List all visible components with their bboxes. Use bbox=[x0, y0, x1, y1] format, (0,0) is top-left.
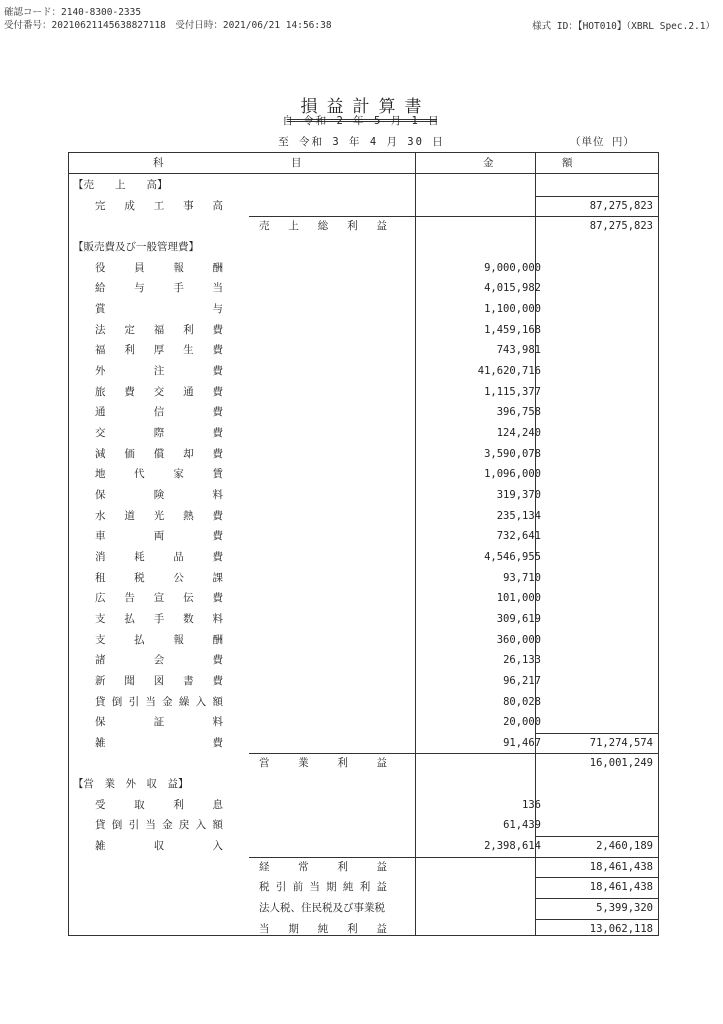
label-char: 当 bbox=[259, 922, 270, 935]
label-char: 戻 bbox=[178, 819, 190, 832]
account-label bbox=[95, 671, 223, 691]
account-label bbox=[95, 423, 223, 443]
label-char: 常 bbox=[298, 860, 309, 873]
label-char: 入 bbox=[195, 695, 207, 708]
label-char: 期 bbox=[288, 922, 299, 935]
label-char: 貸 bbox=[95, 695, 106, 708]
label-char: 料 bbox=[212, 716, 223, 729]
account-label bbox=[95, 733, 223, 753]
statement-row bbox=[69, 671, 658, 691]
label-char: 家 bbox=[173, 468, 184, 481]
detail-amount: 1,096,000 bbox=[484, 468, 541, 481]
statement-row bbox=[69, 464, 658, 484]
label-char: 払 bbox=[124, 612, 135, 625]
label-char: 員 bbox=[134, 261, 145, 274]
account-label bbox=[95, 630, 223, 650]
label-char: 売 bbox=[259, 220, 270, 233]
total-amount: 87,275,823 bbox=[589, 199, 653, 212]
label-char: 水 bbox=[95, 509, 106, 522]
total-amount: 13,062,118 bbox=[589, 922, 653, 935]
total-rule bbox=[535, 733, 659, 734]
label-char: 利 bbox=[337, 860, 348, 873]
label-char: 受 bbox=[95, 798, 106, 811]
statement-row bbox=[69, 278, 658, 298]
account-label bbox=[95, 320, 223, 340]
label-char: 報 bbox=[173, 261, 184, 274]
label-char: 税 bbox=[259, 881, 270, 894]
label-char: 純 bbox=[317, 922, 329, 935]
label-char: 利 bbox=[124, 344, 135, 357]
label-char: 息 bbox=[212, 798, 223, 811]
label-char: 旅 bbox=[95, 385, 106, 398]
label-char: 宣 bbox=[153, 592, 165, 605]
detail-amount: 136 bbox=[522, 798, 541, 811]
label-char: 高 bbox=[212, 199, 223, 212]
label-char: 支 bbox=[95, 633, 106, 646]
label-char: 消 bbox=[95, 550, 106, 563]
statement-row bbox=[69, 712, 658, 732]
label-char: 費 bbox=[212, 426, 223, 439]
label-char: 経 bbox=[259, 860, 270, 873]
label-char: 保 bbox=[95, 488, 106, 501]
label-char: 賃 bbox=[212, 468, 223, 481]
detail-amount: 309,619 bbox=[496, 612, 541, 625]
account-label bbox=[95, 464, 223, 484]
account-label bbox=[95, 299, 223, 319]
label-char: 費 bbox=[212, 530, 223, 543]
detail-amount: 80,028 bbox=[503, 695, 541, 708]
statement-row bbox=[69, 320, 658, 340]
label-char: 課 bbox=[212, 571, 223, 584]
col-head-account-left: 科 bbox=[153, 157, 164, 169]
label-char: 引 bbox=[128, 695, 140, 708]
label-char: 入 bbox=[195, 819, 207, 832]
label-char: 告 bbox=[124, 592, 135, 605]
total-rule bbox=[535, 836, 659, 837]
label-char: 信 bbox=[153, 406, 165, 419]
label-char: 事 bbox=[183, 199, 194, 212]
label-char: 費 bbox=[212, 406, 223, 419]
label-char: 費 bbox=[212, 364, 223, 377]
detail-amount: 4,546,955 bbox=[484, 550, 541, 563]
detail-amount: 20,000 bbox=[503, 716, 541, 729]
detail-amount: 1,100,000 bbox=[484, 302, 541, 315]
unit-label: （単位 円） bbox=[570, 136, 635, 148]
group-heading: 【営 業 外 収 益】 bbox=[73, 778, 189, 791]
label-char: 費 bbox=[212, 344, 223, 357]
label-char: 額 bbox=[212, 819, 223, 832]
label-char: 料 bbox=[212, 488, 223, 501]
label-char: 入 bbox=[212, 840, 223, 853]
label-char: 利 bbox=[359, 881, 371, 894]
statement-row bbox=[69, 630, 658, 650]
statement-row bbox=[69, 692, 658, 712]
label-char: 報 bbox=[173, 633, 184, 646]
statement-row bbox=[69, 609, 658, 629]
subtotal-label bbox=[259, 919, 387, 939]
label-char: 純 bbox=[342, 881, 354, 894]
detail-amount: 235,134 bbox=[496, 509, 541, 522]
total-amount: 71,274,574 bbox=[589, 736, 653, 749]
detail-amount: 732,641 bbox=[496, 530, 541, 543]
subtotal-rule bbox=[249, 753, 659, 754]
label-char: 証 bbox=[153, 716, 165, 729]
detail-amount: 91,467 bbox=[503, 736, 541, 749]
statement-row bbox=[69, 753, 658, 773]
statement-row bbox=[69, 774, 658, 794]
label-char: 費 bbox=[212, 385, 223, 398]
label-char: 倒 bbox=[111, 695, 123, 708]
form-id: 様式 ID：【HOT010】（XBRL Spec.2.1） bbox=[532, 21, 715, 32]
statement-row bbox=[69, 361, 658, 381]
label-char: 図 bbox=[153, 674, 165, 687]
detail-amount: 396,758 bbox=[496, 406, 541, 419]
label-char: 耗 bbox=[134, 550, 145, 563]
account-label bbox=[95, 506, 223, 526]
subtotal-rule bbox=[249, 857, 659, 858]
total-rule bbox=[535, 196, 659, 197]
label-char: 前 bbox=[292, 881, 304, 894]
account-label bbox=[95, 340, 223, 360]
detail-amount: 4,015,982 bbox=[484, 282, 541, 295]
label-char: 保 bbox=[95, 716, 106, 729]
statement-row bbox=[69, 299, 658, 319]
label-char: 利 bbox=[347, 220, 358, 233]
statement-row bbox=[69, 258, 658, 278]
detail-amount: 93,710 bbox=[503, 571, 541, 584]
total-amount: 16,001,249 bbox=[589, 757, 653, 770]
label-char: 聞 bbox=[124, 674, 135, 687]
subtotal-label: 法人税、住民税及び事業税 bbox=[259, 902, 385, 915]
label-char: 代 bbox=[134, 468, 145, 481]
label-char: 費 bbox=[212, 447, 223, 460]
statement-row bbox=[69, 506, 658, 526]
col-head-amount-right: 額 bbox=[562, 157, 573, 169]
account-label bbox=[95, 361, 223, 381]
statement-row bbox=[69, 237, 658, 257]
total-amount: 5,399,320 bbox=[596, 902, 653, 915]
label-char: 引 bbox=[128, 819, 140, 832]
statement-row bbox=[69, 733, 658, 753]
label-char: 却 bbox=[183, 447, 194, 460]
label-char: 引 bbox=[275, 881, 287, 894]
detail-amount: 9,000,000 bbox=[484, 261, 541, 274]
statement-row bbox=[69, 795, 658, 815]
statement-row bbox=[69, 836, 658, 856]
label-char: 費 bbox=[212, 736, 223, 749]
label-char: 険 bbox=[153, 488, 165, 501]
label-char: 費 bbox=[212, 674, 223, 687]
label-char: 通 bbox=[95, 406, 106, 419]
detail-amount: 1,459,168 bbox=[484, 323, 541, 336]
total-amount: 87,275,823 bbox=[589, 220, 653, 233]
detail-amount: 26,133 bbox=[503, 654, 541, 667]
label-char: 工 bbox=[153, 199, 165, 212]
statement-row bbox=[69, 547, 658, 567]
label-char: 業 bbox=[298, 757, 309, 770]
subtotal-rule bbox=[535, 877, 659, 878]
label-char: 益 bbox=[376, 922, 387, 935]
label-char: 酬 bbox=[212, 633, 223, 646]
label-char: 熱 bbox=[183, 509, 194, 522]
col-head-account-right: 目 bbox=[291, 157, 302, 169]
label-char: 広 bbox=[95, 592, 106, 605]
statement-row bbox=[69, 216, 658, 236]
label-char: 完 bbox=[95, 199, 106, 212]
label-char: 定 bbox=[124, 323, 135, 336]
label-char: 酬 bbox=[212, 261, 223, 274]
label-char: 償 bbox=[153, 447, 165, 460]
label-char: 地 bbox=[95, 468, 106, 481]
label-char: 当 bbox=[145, 819, 156, 832]
label-char: 益 bbox=[376, 757, 387, 770]
label-char: 賞 bbox=[95, 302, 106, 315]
label-char: 減 bbox=[95, 447, 106, 460]
label-char: 払 bbox=[134, 633, 145, 646]
label-char: 車 bbox=[95, 530, 106, 543]
label-char: 利 bbox=[183, 323, 194, 336]
statement-row bbox=[69, 444, 658, 464]
label-char: 外 bbox=[95, 364, 106, 377]
detail-amount: 61,439 bbox=[503, 819, 541, 832]
label-char: 益 bbox=[376, 881, 387, 894]
label-char: 総 bbox=[317, 220, 329, 233]
label-char: 期 bbox=[326, 881, 337, 894]
label-char: 書 bbox=[183, 674, 194, 687]
label-char: 際 bbox=[153, 426, 165, 439]
account-label bbox=[95, 568, 223, 588]
account-label bbox=[95, 278, 223, 298]
label-char: 費 bbox=[212, 509, 223, 522]
statement-row bbox=[69, 588, 658, 608]
statement-row bbox=[69, 857, 658, 877]
label-char: 額 bbox=[212, 695, 223, 708]
statement-row bbox=[69, 877, 658, 897]
statement-row bbox=[69, 402, 658, 422]
statement-row bbox=[69, 568, 658, 588]
label-char: 注 bbox=[153, 364, 165, 377]
account-label bbox=[95, 526, 223, 546]
detail-amount: 319,370 bbox=[496, 488, 541, 501]
account-label bbox=[95, 547, 223, 567]
period-from: 自 令和 2 年 5 月 1 日 bbox=[282, 115, 441, 127]
label-char: 税 bbox=[134, 571, 145, 584]
label-char: 益 bbox=[376, 220, 387, 233]
account-label bbox=[95, 588, 223, 608]
document-title: 損益計算書 bbox=[287, 92, 437, 122]
label-char: 法 bbox=[95, 323, 106, 336]
label-char: 利 bbox=[337, 757, 348, 770]
label-char: 倒 bbox=[111, 819, 123, 832]
label-char: 費 bbox=[212, 592, 223, 605]
income-statement-table bbox=[68, 152, 659, 936]
label-char: 費 bbox=[124, 385, 135, 398]
subtotal-label bbox=[259, 753, 387, 773]
label-char: 通 bbox=[183, 385, 194, 398]
label-char: 費 bbox=[212, 654, 223, 667]
period-to: 至 令和 3 年 4 月 30 日 bbox=[278, 136, 445, 148]
account-label bbox=[95, 712, 223, 732]
label-char: 金 bbox=[162, 695, 173, 708]
reception-info: 受付番号：20210621145638827118 受付日時：2021/06/21 14:56:38 bbox=[4, 20, 332, 31]
confirm-code: 確認コード：2140-8300-2335 bbox=[4, 7, 142, 18]
label-char: 福 bbox=[95, 344, 106, 357]
label-char: 生 bbox=[183, 344, 194, 357]
account-label bbox=[95, 485, 223, 505]
account-label bbox=[95, 258, 223, 278]
label-char: 当 bbox=[145, 695, 156, 708]
subtotal-label bbox=[259, 216, 387, 236]
detail-amount: 3,590,078 bbox=[484, 447, 541, 460]
statement-row bbox=[69, 815, 658, 835]
subtotal-rule bbox=[249, 216, 659, 217]
subtotal-rule bbox=[535, 898, 659, 899]
statement-row bbox=[69, 526, 658, 546]
detail-amount: 96,217 bbox=[503, 674, 541, 687]
detail-amount: 743,981 bbox=[496, 344, 541, 357]
label-char: 当 bbox=[212, 282, 223, 295]
label-char: 当 bbox=[309, 881, 320, 894]
account-label bbox=[95, 402, 223, 422]
detail-amount: 1,115,377 bbox=[484, 385, 541, 398]
label-char: 利 bbox=[347, 922, 358, 935]
label-char: 品 bbox=[173, 550, 184, 563]
subtotal-label bbox=[259, 877, 387, 897]
detail-amount: 2,398,614 bbox=[484, 840, 541, 853]
group-heading: 【販売費及び一般管理費】 bbox=[73, 240, 199, 253]
account-label bbox=[95, 382, 223, 402]
account-label bbox=[95, 795, 223, 815]
account-label bbox=[95, 692, 223, 712]
label-char: 交 bbox=[95, 426, 106, 439]
label-char: 雑 bbox=[95, 840, 106, 853]
label-char: 営 bbox=[259, 757, 270, 770]
group-heading: 【売 上 高】 bbox=[73, 179, 168, 191]
label-char: 繰 bbox=[178, 695, 190, 708]
label-char: 伝 bbox=[183, 592, 194, 605]
label-char: 租 bbox=[95, 571, 106, 584]
detail-amount: 101,000 bbox=[496, 592, 541, 605]
label-char: 福 bbox=[153, 323, 165, 336]
label-char: 両 bbox=[153, 530, 165, 543]
statement-row bbox=[69, 650, 658, 670]
label-char: 貸 bbox=[95, 819, 106, 832]
statement-row bbox=[69, 196, 658, 216]
statement-row bbox=[69, 423, 658, 443]
detail-amount: 360,000 bbox=[496, 633, 541, 646]
label-char: 収 bbox=[153, 840, 165, 853]
label-char: 支 bbox=[95, 612, 106, 625]
account-label bbox=[95, 836, 223, 856]
total-amount: 2,460,189 bbox=[596, 840, 653, 853]
label-char: 会 bbox=[153, 654, 165, 667]
total-amount: 18,461,438 bbox=[589, 860, 653, 873]
label-char: 交 bbox=[153, 385, 165, 398]
label-char: 金 bbox=[162, 819, 173, 832]
label-char: 役 bbox=[95, 261, 106, 274]
label-char: 諸 bbox=[95, 654, 106, 667]
label-char: 数 bbox=[183, 612, 194, 625]
header-left bbox=[4, 6, 332, 32]
account-label bbox=[95, 444, 223, 464]
account-label bbox=[95, 650, 223, 670]
statement-row bbox=[69, 382, 658, 402]
account-label bbox=[95, 609, 223, 629]
label-char: 益 bbox=[376, 860, 387, 873]
total-amount: 18,461,438 bbox=[589, 881, 653, 894]
label-char: 給 bbox=[95, 282, 106, 295]
label-char: 費 bbox=[212, 550, 223, 563]
label-char: 価 bbox=[124, 447, 135, 460]
col-head-amount-left: 金 bbox=[483, 157, 494, 169]
label-char: 取 bbox=[134, 798, 145, 811]
statement-row bbox=[69, 898, 658, 918]
statement-row bbox=[69, 485, 658, 505]
account-label bbox=[95, 815, 223, 835]
subtotal-rule bbox=[535, 919, 659, 920]
label-char: 新 bbox=[95, 674, 106, 687]
label-char: 手 bbox=[153, 612, 165, 625]
statement-row bbox=[69, 175, 658, 195]
label-char: 成 bbox=[124, 199, 135, 212]
statement-row bbox=[69, 919, 658, 939]
label-char: 与 bbox=[212, 302, 223, 315]
label-char: 料 bbox=[212, 612, 223, 625]
label-char: 公 bbox=[173, 571, 184, 584]
header-divider bbox=[69, 173, 658, 174]
label-char: 厚 bbox=[153, 344, 165, 357]
label-char: 雑 bbox=[95, 736, 106, 749]
label-char: 光 bbox=[153, 509, 165, 522]
label-char: 与 bbox=[134, 282, 145, 295]
label-char: 利 bbox=[173, 798, 184, 811]
detail-amount: 41,620,716 bbox=[477, 364, 541, 377]
label-char: 上 bbox=[288, 220, 299, 233]
label-char: 道 bbox=[124, 509, 135, 522]
statement-row bbox=[69, 340, 658, 360]
account-label bbox=[95, 196, 223, 216]
detail-amount: 124,240 bbox=[496, 426, 541, 439]
label-char: 手 bbox=[173, 282, 184, 295]
label-char: 費 bbox=[212, 323, 223, 336]
subtotal-label bbox=[259, 857, 387, 877]
